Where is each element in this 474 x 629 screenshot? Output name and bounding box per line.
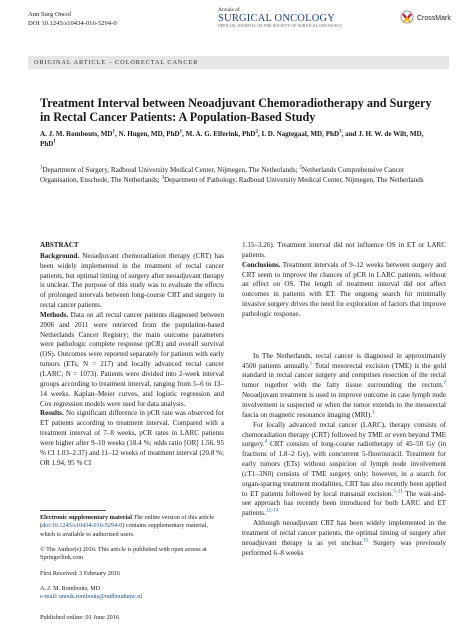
journal-citation xyxy=(28,10,117,28)
affil-sup: 1 xyxy=(40,165,43,171)
corresponding-author xyxy=(40,585,224,602)
author-affil-sup: 1 xyxy=(179,129,183,135)
abstract-heading: ABSTRACT xyxy=(40,241,79,249)
section-label: ORIGINAL ARTICLE – COLORECTAL CANCER xyxy=(28,56,449,69)
conclusions-label: Conclusions. xyxy=(242,260,281,269)
body-paragraph-1: In The Netherlands, rectal cancer is diagnosed in approximately 4500 patients annually.$^1$ Total mesorectal excision (TME) is the gold standard in rectal cancer surgery and comprises resection of the rectal tumor together with the fatty tissue surrounding the rectum.$^2$ Neoadjuvant treatment is used to improve outcome in case lymph node involvement is suspected or when the tumor extends to the mesorectal fascia on magnetic resonance imaging (MRI).$^3$ xyxy=(242,351,446,419)
abstract-background xyxy=(40,252,224,311)
esm-footnote: Electronic supplementary material The online version of this article (doi:10.1245/s10434-016-5294-0) contains supplementary material, which is available to authorized users. xyxy=(40,514,215,538)
reference-link[interactable]: 12–14 xyxy=(265,508,279,514)
abstract-methods xyxy=(40,311,224,409)
journal-annals-line: Annals of xyxy=(218,7,240,13)
copyright-note: © The Author(s) 2016. This article is published with open access at Springerlink.com xyxy=(40,546,207,562)
crossmark-badge[interactable] xyxy=(400,10,451,26)
published-online: Published online: 01 June 2016 xyxy=(40,614,120,621)
corresponding-email[interactable]: e-mail: anouk.rombouts@radboudumc.nl xyxy=(40,593,143,601)
reference-link[interactable]: 1 xyxy=(309,361,313,367)
affiliation: Department of Pathology, Radboud University Medical Center, Nijmegen, The Netherlands xyxy=(163,175,424,184)
esm-doi-link[interactable]: doi:10.1245/s10434-016-5294-0 xyxy=(42,522,123,530)
journal-short-name: Ann Surg Oncol xyxy=(28,11,72,18)
author: I. D. Nagtegaal, MD, PhD xyxy=(261,130,340,138)
affiliation: Department of Surgery, Radboud University Medical Center, Nijmegen, The Netherlands; xyxy=(42,166,298,174)
right-column xyxy=(242,241,446,558)
conclusions-text: Treatment intervals of 9–12 weeks between surgery and CRT seem to improve the chances of pCR in LARC patients, without an effect on OS. The length of treatment interval did not affect outcomes in patients with ET. The ongoing search for minimally invasive surgery drives the need for exploration of factors that improve pathologic response. xyxy=(242,260,446,318)
results-text: No significant difference in pCR rate was observed for ET patients according to treatment interval. Compared with a treatment interval of 7–8 weeks, pCR rates in LARC patients were higher after 9–10 weeks (18.4 %; odds ratio [OR] 1.56, 95 % CI 1.03–2.37) and 11–12 weeks of treatment interval (20.8 %; OR 1.94, 95 % CI xyxy=(40,409,224,467)
footnote-divider xyxy=(40,510,106,511)
first-received: First Received: 3 February 2016 xyxy=(40,570,121,577)
journal-masthead xyxy=(218,7,398,28)
affil-sup: 2 xyxy=(299,165,302,171)
author-affil-sup: 2 xyxy=(255,129,258,135)
reference-link[interactable]: 3 xyxy=(372,410,375,416)
journal-name: SURGICAL ONCOLOGY xyxy=(218,13,336,24)
author-list: A. J. M. Rombouts, $MD^1$, N. Hugen, MD, PhD$^1$, M. A. G. Elferink, PhD$^2$, I. D. Nagtegaal, MD, PhD$^3$, and J. H. W. de Wilt, MD, PhD$^1$ xyxy=(40,129,424,148)
affiliations xyxy=(40,166,440,186)
abstract-conclusions xyxy=(242,261,446,320)
methods-text: Data on all rectal cancer patients diagnosed between 2006 and 2011 were retrieved from the population-based Netherlands Cancer Registry; the main outcome parameters were pathologic complete response (pCR) and overall survival (OS). Outcomes were reported separately for patients with early tumors (ETs; N = 217) and locally advanced rectal cancer (LARC; N = 1073). Patients were divided into 2-week interval groups according to treatment interval, ranging from 5–6 to 13–14 weeks. Kaplan–Meier curves, and logistic regression and Cox regression models were used for data analysis. xyxy=(40,310,225,408)
reference-link[interactable]: 15 xyxy=(363,538,369,544)
author: N. Hugen, MD, PhD xyxy=(118,130,180,138)
author: A. J. M. Rombouts, MD xyxy=(40,130,113,138)
body-paragraph-3: Although neoadjuvant CRT has been widely implemented in the treatment of rectal cancer patients, the optimal timing of surgery after neoadjuvant therapy is as yet unclear.$^{15}$ Surgery was previously performed 6–8 weeks xyxy=(242,519,446,557)
results-label: Results. xyxy=(40,409,64,418)
crossmark-icon xyxy=(400,10,414,26)
abstract-left-column xyxy=(40,241,224,468)
author: and J. H. W. de Wilt, MD, PhD xyxy=(40,130,424,148)
author: M. A. G. Elferink, PhD xyxy=(185,130,256,138)
results-continued: 1.15–3.26). Treatment interval did not influence OS in ET or LARC patients. xyxy=(242,241,446,259)
author-affil-sup: 3 xyxy=(339,129,342,135)
reference-link[interactable]: 5–11 xyxy=(393,489,403,495)
background-label: Background. xyxy=(40,251,80,260)
background-text: Neoadjuvant chemoradiation therapy (CRT) has been widely implemented in the treatment of rectal cancer patients, but optimal timing of surgery after neoadjuvant therapy is unclear. The purpose of this study was to evaluate the effects of prolonged intervals between long-course CRT and surgery in rectal cancer patients. xyxy=(40,251,224,310)
affil-sup: 3 xyxy=(161,175,164,181)
abstract-results xyxy=(40,409,224,468)
body-paragraph-2: For locally advanced rectal cancer (LARC), therapy consists of chemoradiation therapy (CRT) followed by TME or even beyond TME surgery.$^4$ CRT consists of long-course radiotherapy of 45–50 Gy (in fractions of 1.8–2 Gy), with concurrent 5-fluorouracil. Treatment for early tumors (ETs) without suspicion of lymph node involvement (cT1–3N0) consists of TME surgery only; however, in a search for organ-sparing treatment modalities, CRT has also recently been applied to ET patients followed by local transanal excision.$^{5-11}$ The wait-and-see approach has recently been introduced for both LARC and ET patients.$^{12-14}$ xyxy=(242,420,446,518)
reference-link[interactable]: 4 xyxy=(264,439,267,445)
reference-link[interactable]: 2 xyxy=(443,380,446,386)
methods-label: Methods. xyxy=(40,310,69,319)
doi: DOI 10.1245/s10434-016-5294-0 xyxy=(28,20,117,27)
corresponding-name: A. J. M. Rombouts, MD xyxy=(40,585,101,592)
crossmark-label: CrossMark xyxy=(417,14,451,22)
affiliation: Netherlands Comprehensive Cancer Organisation, Enschede, The Netherlands; xyxy=(40,166,405,184)
article-title: Treatment Interval between Neoadjuvant Chemoradiotherapy and Surgery in Rectal Cancer Patients: A Population-Based Study xyxy=(40,96,432,125)
author-affil-sup: 1 xyxy=(53,139,56,145)
journal-tagline: OFFICIAL JOURNAL OF THE SOCIETY OF SURGICAL ONCOLOGY xyxy=(218,24,343,28)
author-affil-sup: 1 xyxy=(112,129,115,135)
